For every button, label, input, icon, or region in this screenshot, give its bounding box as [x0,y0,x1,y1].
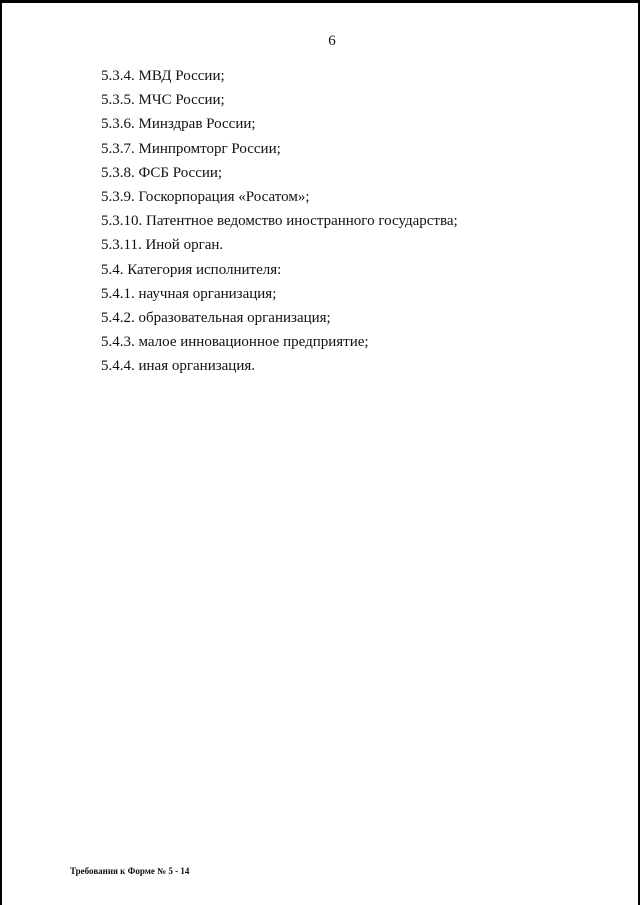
list-item: 5.4.4. иная организация. [101,358,256,375]
list-item: 5.4.3. малое инновационное предприятие; [101,334,369,351]
footer-note: Требования к Форме № 5 - 14 [70,866,190,876]
scan-edge-top [0,0,640,3]
item-list [101,64,458,379]
list-item: 5.3.5. МЧС России; [101,92,225,109]
list-item: 5.3.11. Иной орган. [101,237,224,254]
list-item: 5.3.6. Минздрав России; [101,116,256,133]
list-item: 5.3.7. Минпромторг России; [101,140,281,157]
list-item: 5.4.1. научная организация; [101,285,277,302]
list-item: 5.3.10. Патентное ведомство иностранного государства; [101,213,458,230]
list-item: 5.3.9. Госкорпорация «Росатом»; [101,189,310,206]
list-item: 5.4. Категория исполнителя: [101,261,282,278]
list-item: 5.3.8. ФСБ России; [101,164,223,181]
scan-edge-left [0,0,2,905]
page-number: 6 [328,33,336,49]
list-item: 5.3.4. МВД России; [101,68,225,84]
list-item: 5.4.2. образовательная организация; [101,310,331,327]
